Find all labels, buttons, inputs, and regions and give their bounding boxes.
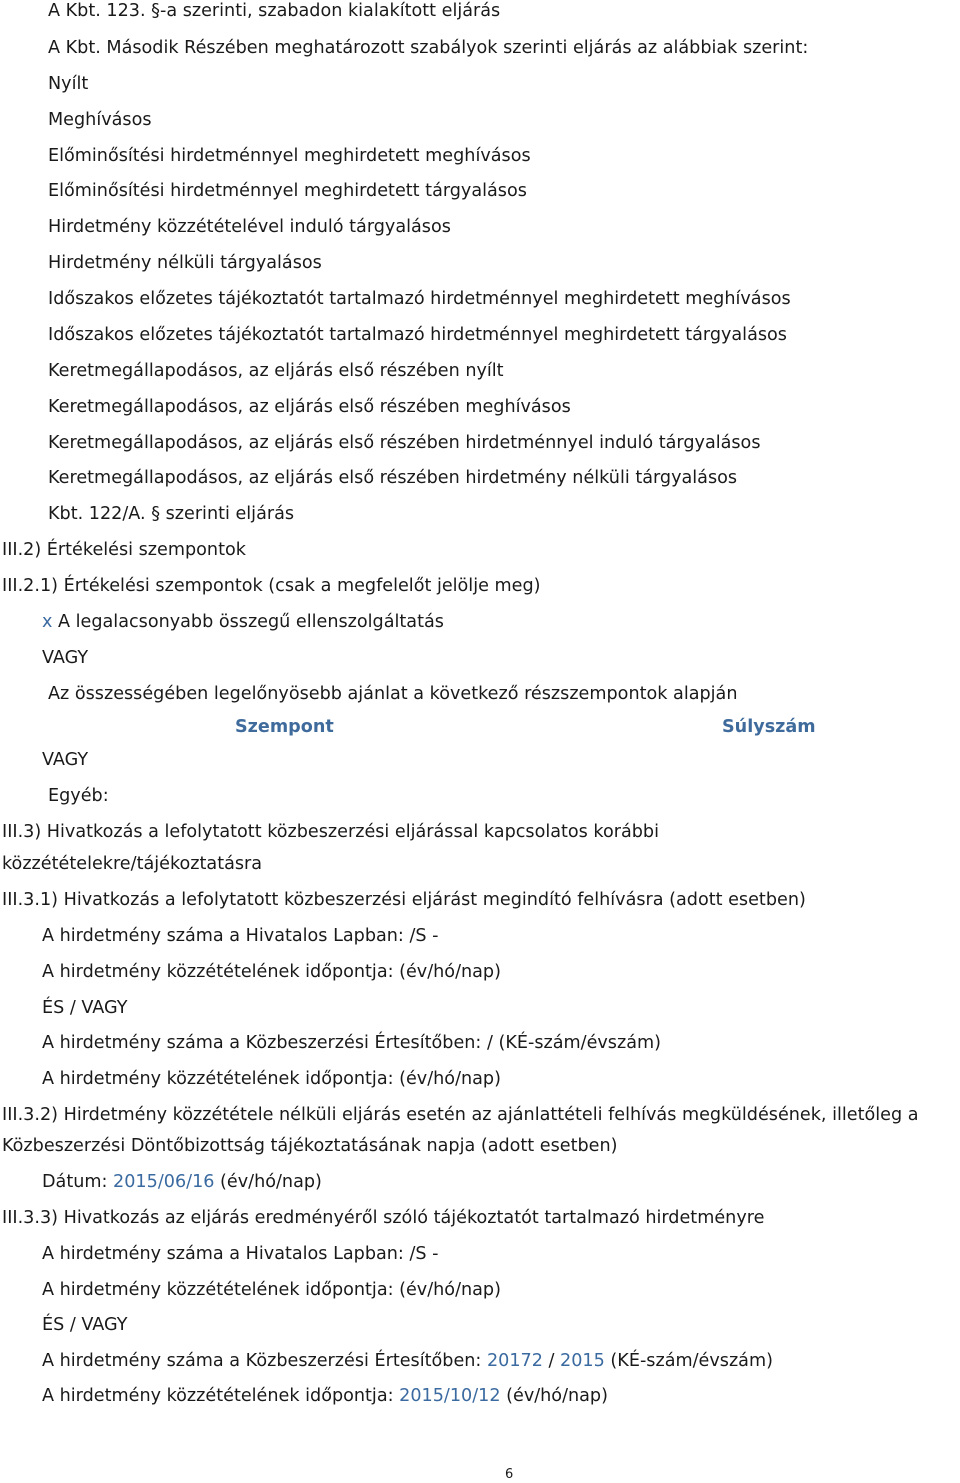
proc-line-123: A Kbt. 123. §-a szerinti, szabadon kialakított eljárás — [48, 1, 501, 21]
subsection-heading-evaluation-criteria: III.2.1) Értékelési szempontok (csak a megfelelőt jelölje meg) — [2, 576, 541, 596]
ke-notice-label: A hirdetmény száma a Közbeszerzési Értesítőben: — [42, 1351, 482, 1371]
ke-notice-number-value: 20172 — [486, 1351, 543, 1371]
notice-publication-date: A hirdetmény közzétételének időpontja: (év/hó/nap) — [42, 1280, 501, 1300]
proc-item: Nyílt — [48, 74, 89, 94]
proc-item: Meghívásos — [48, 110, 152, 130]
section-heading-references-cont: közzétételekre/tájékoztatásra — [2, 854, 263, 874]
proc-item: Hirdetmény közzétételével induló tárgyalásos — [48, 217, 451, 237]
and-or-separator: ÉS / VAGY — [42, 998, 128, 1018]
proc-item: Keretmegállapodásos, az eljárás első részében hirdetmény nélküli tárgyalásos — [48, 468, 738, 488]
proc-line-second-part: A Kbt. Második Részében meghatározott szabályok szerinti eljárás az alábbiak szerint: — [48, 38, 809, 58]
publication-date-value: 2015/10/12 — [399, 1386, 501, 1406]
or-separator: VAGY — [42, 750, 89, 770]
other-option: Egyéb: — [48, 786, 109, 806]
section-heading-references: III.3) Hivatkozás a lefolytatott közbeszerzési eljárással kapcsolatos korábbi — [2, 822, 659, 842]
subsection-heading-no-notice-cont: Közbeszerzési Döntőbizottság tájékoztatásának napja (adott esetben) — [2, 1136, 618, 1156]
and-or-separator: ÉS / VAGY — [42, 1315, 128, 1335]
proc-item: Időszakos előzetes tájékoztatót tartalmazó hirdetménnyel meghirdetett meghívásos — [48, 289, 791, 309]
date-format: (év/hó/nap) — [220, 1172, 322, 1192]
date-line — [42, 1171, 322, 1193]
weight-column-header: Súlyszám — [722, 717, 816, 737]
date-label: Dátum: — [42, 1172, 108, 1192]
best-value-option: Az összességében legelőnyösebb ajánlat a következő részszempontok alapján — [48, 684, 738, 704]
proc-item: Időszakos előzetes tájékoztatót tartalmazó hirdetménnyel meghirdetett tárgyalásos — [48, 325, 787, 345]
section-heading-evaluation: III.2) Értékelési szempontok — [2, 540, 246, 560]
proc-item: Hirdetmény nélküli tárgyalásos — [48, 253, 322, 273]
criterion-column-header: Szempont — [235, 717, 334, 737]
notice-publication-date: A hirdetmény közzétételének időpontja: (év/hó/nap) — [42, 962, 501, 982]
oj-notice-number: A hirdetmény száma a Hivatalos Lapban: /S - — [42, 926, 439, 946]
result-publication-date-line — [42, 1385, 608, 1407]
proc-item: Előminősítési hirdetménnyel meghirdetett meghívásos — [48, 146, 531, 166]
or-separator: VAGY — [42, 648, 89, 668]
proc-item: Kbt. 122/A. § szerinti eljárás — [48, 504, 295, 524]
ke-notice-year-value: 2015 — [560, 1351, 605, 1371]
publication-date-format: (év/hó/nap) — [506, 1386, 608, 1406]
page-number: 6 — [505, 1467, 514, 1482]
subsection-heading-initiating-notice: III.3.1) Hivatkozás a lefolytatott közbeszerzési eljárást megindító felhívásra (adott esetben) — [2, 890, 806, 910]
proc-item: Keretmegállapodásos, az eljárás első részében hirdetménnyel induló tárgyalásos — [48, 433, 761, 453]
subsection-heading-result-notice: III.3.3) Hivatkozás az eljárás eredményéről szóló tájékoztatót tartalmazó hirdetményre — [2, 1208, 765, 1228]
lowest-price-option — [42, 611, 444, 633]
publication-date-label: A hirdetmény közzétételének időpontja: — [42, 1386, 394, 1406]
date-value: 2015/06/16 — [113, 1172, 215, 1192]
ke-notice-number-line — [42, 1350, 773, 1372]
proc-item: Keretmegállapodásos, az eljárás első részében nyílt — [48, 361, 504, 381]
selected-mark: x — [42, 612, 53, 632]
oj-notice-number: A hirdetmény száma a Hivatalos Lapban: /S - — [42, 1244, 439, 1264]
notice-publication-date: A hirdetmény közzétételének időpontja: (év/hó/nap) — [42, 1069, 501, 1089]
ke-notice-separator: / — [548, 1351, 555, 1371]
proc-item: Keretmegállapodásos, az eljárás első részében meghívásos — [48, 397, 571, 417]
subsection-heading-no-notice: III.3.2) Hirdetmény közzététele nélküli eljárás esetén az ajánlattételi felhívás megküldésének, illetőleg a — [2, 1105, 919, 1125]
ke-notice-number: A hirdetmény száma a Közbeszerzési Értesítőben: / (KÉ-szám/évszám) — [42, 1033, 661, 1053]
ke-notice-format: (KÉ-szám/évszám) — [610, 1351, 773, 1371]
lowest-price-label: A legalacsonyabb összegű ellenszolgáltatás — [58, 612, 444, 632]
proc-item: Előminősítési hirdetménnyel meghirdetett tárgyalásos — [48, 181, 527, 201]
